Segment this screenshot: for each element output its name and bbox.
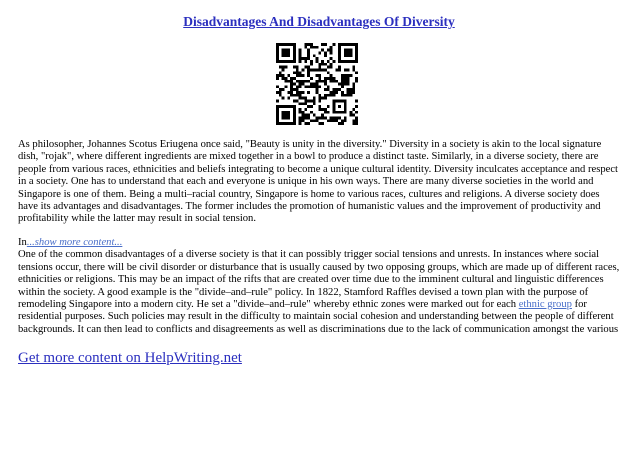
paragraph-continued <box>18 237 622 336</box>
document-title <box>0 14 638 30</box>
show-more-link[interactable]: ...show more content... <box>26 237 123 248</box>
paragraph-body-part1: One of the common disadvantages of a diverse society is that it can possibly trigger social tensions and unrests. In instances where social tensions occur, there will be civil disorder or disturbance that is usually caused by two opposing groups, which are made up of different races, ethnicities or religions. This may be an impact of the rifts that are created over time due to the imminent cultural and linguistic differences within the society. A good example is the "divide–and–rule" policy. In 1822, Stamford Raffles devised a town plan with the purpose of remodeling Singapore into a modern city. He set a "divide–and–rule" whereby ethnic zones were marked out for each <box>18 249 620 311</box>
paragraph-body-part2: for residential purposes. Such policies may result in the difficulty to maintain social cohesion and understanding between the people of different backgrounds. It can then lead to conflicts and disagreements as well as discriminations due to the lack of communication amongst the various <box>18 299 619 335</box>
paragraph-intro: As philosopher, Johannes Scotus Eriugena once said, "Beauty is unity in the diversity." Diversity in a society is akin to the local signature dish, "rojak", where different ingredients are mixed together in a bowl to produce a distinct taste. Similarly, in a diverse society, there are people from various races, ethnicities and beliefs integrating to become a unique cultural identity. Diversity inculcates acceptance and respect in a society. One has to understand that each and everyone is unique in his own ways. There are many diverse societies in the world and Singapore is one of them. Being a multi–racial country, Singapore is home to various races, cultures and religions. A diverse society does have its advantages and disadvantages. The former includes the promotion of humanistic values and the improvement of productivity and profitability while the latter may result in social tension. <box>18 139 618 225</box>
get-more-content-link[interactable]: Get more content on HelpWriting.net <box>18 350 242 366</box>
footer <box>18 349 242 367</box>
qr-code-image <box>276 43 358 125</box>
ethnic-group-link[interactable]: ethnic group <box>518 299 572 311</box>
title-link[interactable]: Disadvantages And Disadvantages Of Diversity <box>183 14 455 29</box>
in-prefix: In <box>18 237 27 248</box>
